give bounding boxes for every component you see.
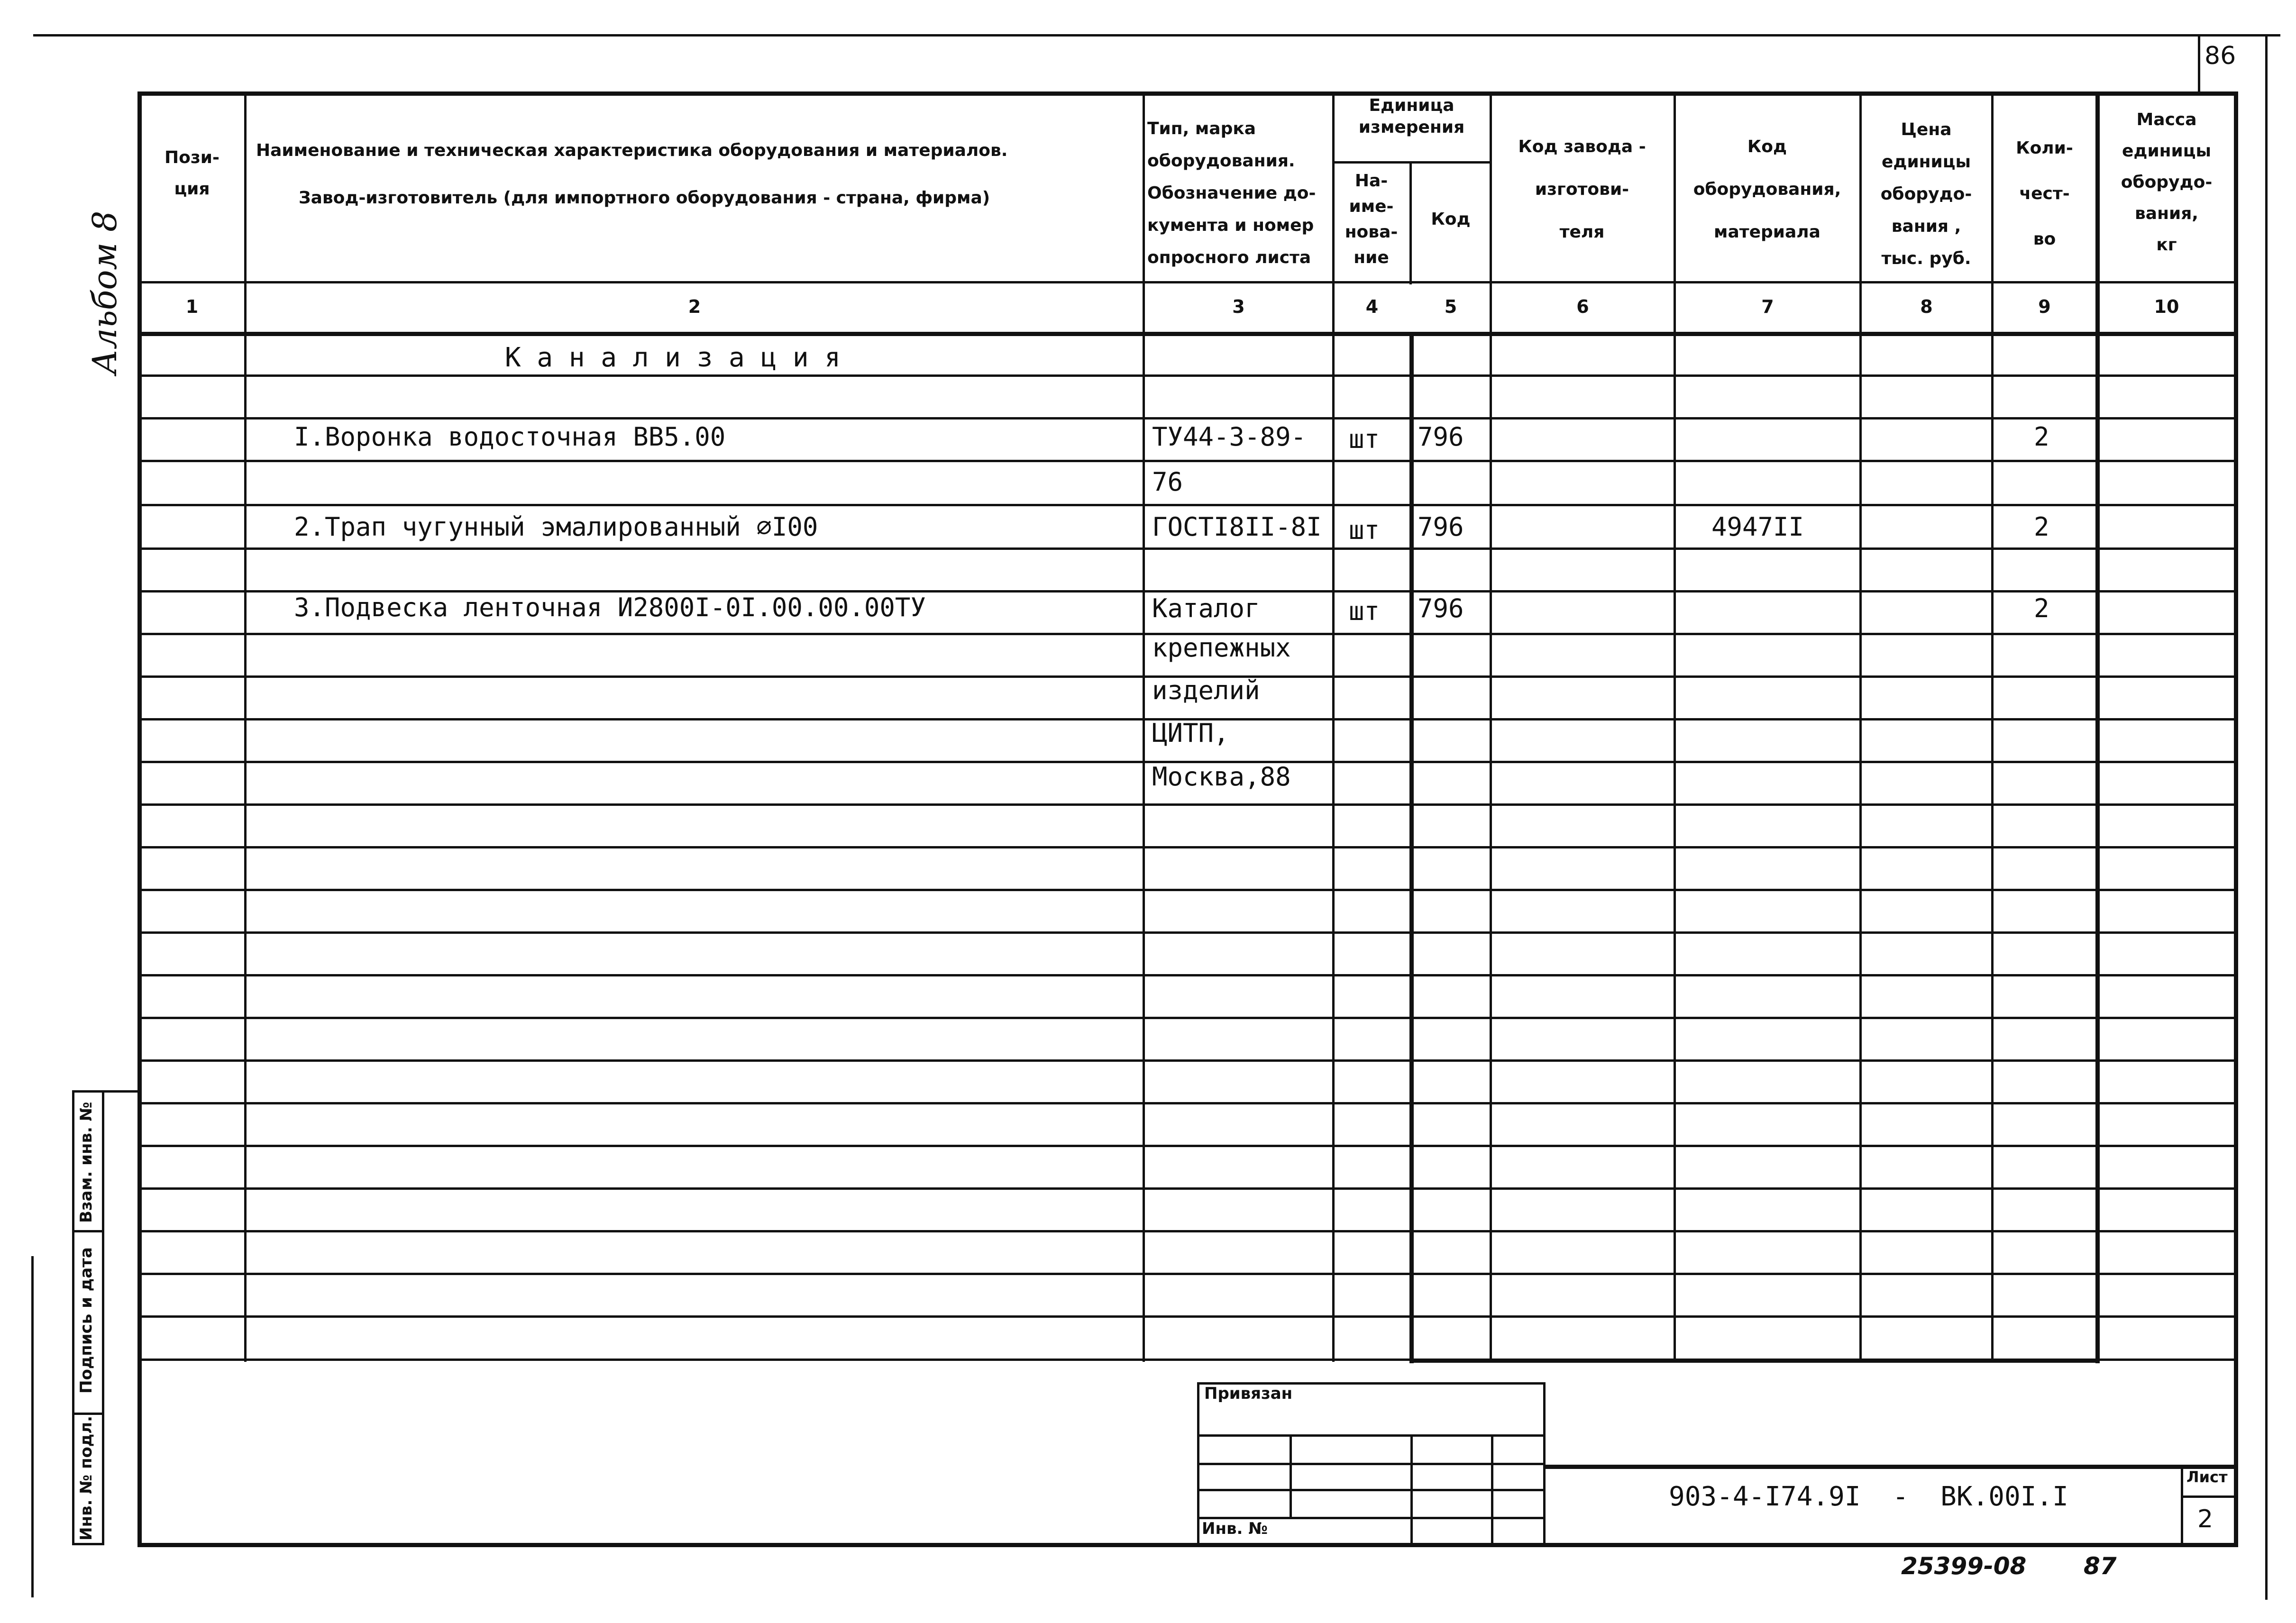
item-unit: шт	[1349, 424, 1380, 454]
right-margin-line	[2265, 36, 2268, 1600]
album-label: Альбом 8	[85, 210, 124, 374]
item-unit: шт	[1349, 596, 1380, 626]
header-factory-code: Код завода - изготови- теля	[1518, 137, 1646, 242]
col-number-7: 7	[1761, 296, 1774, 317]
col-number-5: 5	[1444, 296, 1457, 317]
item-type: Москва,88	[1152, 762, 1291, 792]
header-name-line1: Наименование и техническая характеристика оборудования и материалов.	[256, 141, 1008, 160]
col-number-2: 2	[688, 296, 701, 317]
item-name: I.Воронка водосточная ВВ5.00	[294, 422, 726, 452]
header-mass: Масса единицы оборудо- вания, кг	[2121, 110, 2213, 255]
item-type: крепежных	[1152, 633, 1291, 663]
page-number-box-left	[2198, 36, 2200, 92]
item-unit-code: 796	[1418, 512, 1464, 542]
header-unit: Единица измерения	[1358, 96, 1465, 137]
item-unit: шт	[1349, 515, 1380, 545]
section-title: К а н а л и з а ц и я	[505, 342, 841, 373]
item-quantity: 2	[2034, 422, 2049, 452]
stamp-bound-label: Привязан	[1204, 1384, 1293, 1403]
header-unit-name: На- име- нова- ние	[1345, 171, 1398, 267]
header-position: Пози- ция	[165, 148, 220, 199]
item-type: 76	[1152, 467, 1183, 497]
item-quantity: 2	[2034, 593, 2049, 623]
col-number-3: 3	[1232, 296, 1245, 317]
col-number-9: 9	[2038, 296, 2051, 317]
sheet-label: Лист	[2186, 1468, 2228, 1486]
side-stamp-signature-date: Подпись и дата	[77, 1247, 96, 1394]
item-unit-code: 796	[1418, 422, 1464, 452]
item-type: ТУ44-3-89-	[1152, 422, 1307, 452]
footer-page: 87	[2084, 1552, 2117, 1580]
item-name: 2.Трап чугунный эмалированный ∅I00	[294, 512, 818, 542]
header-name-line2: Завод-изготовитель (для импортного оборудования - страна, фирма)	[299, 188, 990, 208]
sheet-number: 2	[2197, 1505, 2214, 1533]
side-stamp-replaced-inv: Взам. инв. №	[77, 1102, 96, 1223]
col-number-1: 1	[185, 296, 199, 317]
page-number: 86	[2205, 42, 2236, 70]
col-number-6: 6	[1576, 296, 1589, 317]
item-quantity: 2	[2034, 512, 2049, 542]
col-number-4: 4	[1365, 296, 1379, 317]
item-type: ГОСТI8II-8I	[1152, 512, 1322, 542]
stamp-inv-label: Инв. №	[1202, 1519, 1268, 1538]
side-stamp-original-inv: Инв. № подл.	[77, 1415, 96, 1541]
header-equipment-code: Код оборудования, материала	[1693, 137, 1841, 242]
item-type: Каталог	[1152, 593, 1260, 623]
item-name: 3.Подвеска ленточная И2800I-0I.00.00.00ТУ	[294, 593, 926, 622]
col-number-8: 8	[1920, 296, 1933, 317]
header-unit-code: Код	[1431, 210, 1471, 229]
item-unit-code: 796	[1418, 593, 1464, 623]
document-code: 903-4-I74.9I - ВК.00I.I	[1669, 1481, 2068, 1512]
top-rule	[33, 34, 2280, 36]
col-number-10: 10	[2154, 296, 2179, 317]
header-type: Тип, марка оборудования. Обозначение до- кумента и номер опросного листа	[1147, 119, 1316, 267]
header-quantity: Коли- чест- во	[2016, 138, 2073, 249]
left-margin-line	[31, 1256, 34, 1597]
item-type: изделий	[1152, 675, 1260, 705]
item-equipment-code: 4947II	[1711, 512, 1804, 542]
footer-code: 25399-08	[1901, 1552, 2027, 1580]
header-price: Цена единицы оборудо- вания , тыс. руб.	[1880, 120, 1972, 268]
item-type: ЦИТП,	[1152, 718, 1229, 748]
